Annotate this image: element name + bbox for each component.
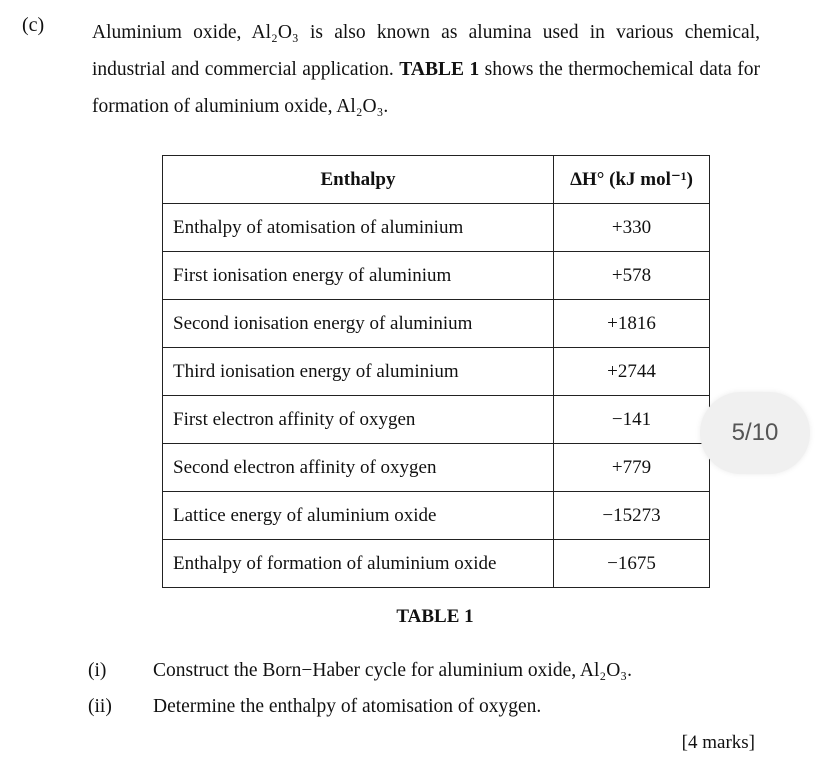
enthalpy-value: +779 bbox=[554, 444, 710, 492]
table-row bbox=[163, 444, 710, 492]
table-row bbox=[163, 540, 710, 588]
table-row bbox=[163, 204, 710, 252]
enthalpy-value: +2744 bbox=[554, 348, 710, 396]
intro-text-2: shows the thermochemical data for formation of aluminium oxide, Al₂O₃. bbox=[92, 59, 761, 117]
table-row bbox=[163, 348, 710, 396]
subquestion-number: (ii) bbox=[88, 696, 112, 717]
subquestion-text: Determine the enthalpy of atomisation of oxygen. bbox=[153, 696, 542, 717]
thermochemical-data-table bbox=[162, 155, 710, 588]
header-enthalpy: Enthalpy bbox=[163, 156, 554, 204]
table-row bbox=[163, 396, 710, 444]
table-header-row bbox=[163, 156, 710, 204]
question-label: (c) bbox=[22, 14, 45, 36]
enthalpy-value: +330 bbox=[554, 204, 710, 252]
header-delta-h: ΔH° (kJ mol⁻¹) bbox=[554, 156, 710, 204]
intro-table-ref: TABLE 1 bbox=[399, 59, 480, 80]
table-caption: TABLE 1 bbox=[396, 606, 474, 627]
table-row bbox=[163, 300, 710, 348]
table-row bbox=[163, 252, 710, 300]
enthalpy-value: +578 bbox=[554, 252, 710, 300]
enthalpy-value: −15273 bbox=[554, 492, 710, 540]
enthalpy-value: +1816 bbox=[554, 300, 710, 348]
marks-label: [4 marks] bbox=[681, 732, 755, 753]
enthalpy-name: Enthalpy of formation of aluminium oxide bbox=[163, 540, 554, 588]
enthalpy-name: Lattice energy of aluminium oxide bbox=[163, 492, 554, 540]
enthalpy-name: Second electron affinity of oxygen bbox=[163, 444, 554, 492]
enthalpy-name: Third ionisation energy of aluminium bbox=[163, 348, 554, 396]
subquestion-text: Construct the Born−Haber cycle for aluminium oxide, Al₂O₃. bbox=[153, 660, 632, 681]
page-indicator[interactable]: 5/10 bbox=[700, 392, 810, 474]
question-intro bbox=[92, 14, 760, 125]
enthalpy-value: −1675 bbox=[554, 540, 710, 588]
table-row bbox=[163, 492, 710, 540]
subquestion-number: (i) bbox=[88, 660, 107, 681]
enthalpy-name: Enthalpy of atomisation of aluminium bbox=[163, 204, 554, 252]
enthalpy-name: First electron affinity of oxygen bbox=[163, 396, 554, 444]
enthalpy-value: −141 bbox=[554, 396, 710, 444]
enthalpy-name: First ionisation energy of aluminium bbox=[163, 252, 554, 300]
intro-text-1: Aluminium oxide, Al₂O₃ is also known as alumina used in various chemical, industrial and commercial application. bbox=[92, 22, 760, 80]
enthalpy-name: Second ionisation energy of aluminium bbox=[163, 300, 554, 348]
